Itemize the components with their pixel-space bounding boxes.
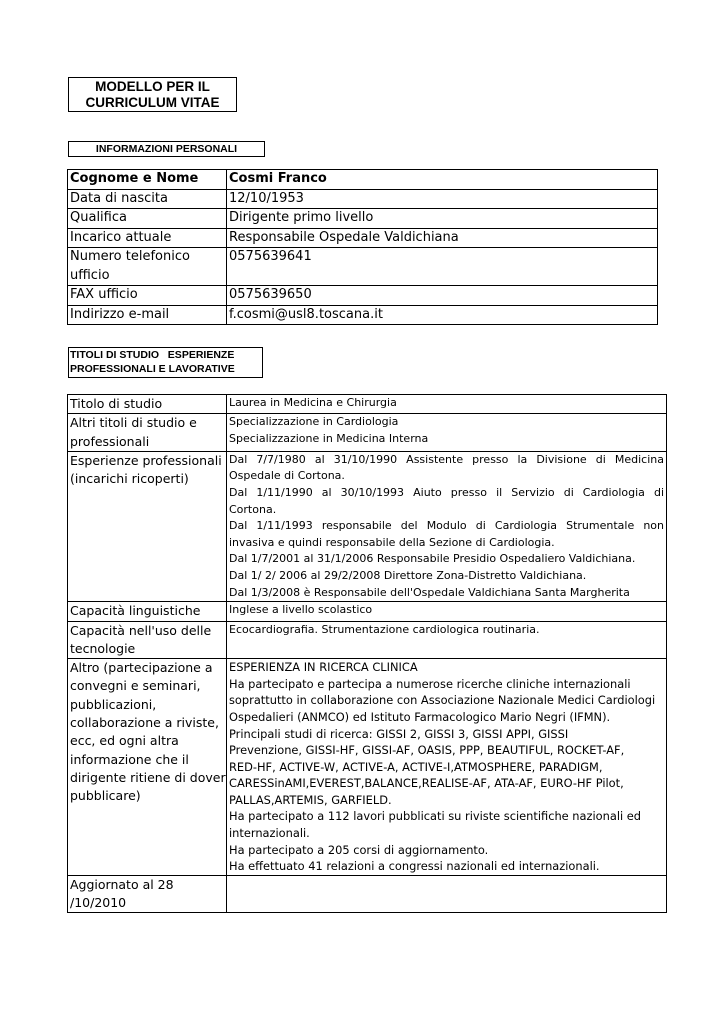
personal-info-heading-text: INFORMAZIONI PERSONALI (95, 143, 238, 155)
personal-label: FAX ufficio (70, 287, 138, 302)
personal-value-cell (227, 170, 658, 190)
document-title (68, 77, 237, 112)
studies-label: Titolo di studio (70, 396, 163, 411)
studies-value-line: Dal 1/7/2001 al 31/1/2006 Responsabile Presidio Ospedaliero Valdichiana. (229, 552, 636, 566)
studies-row (68, 621, 667, 659)
studies-label: Altro (partecipazione a (70, 660, 213, 676)
personal-info-heading (68, 141, 265, 157)
personal-value: f.cosmi@usl8.toscana.it (229, 306, 383, 322)
studies-row (68, 414, 667, 452)
studies-value-line: CARESSinAMI,EVEREST,BALANCE,REALISE-AF, ATA-AF, EURO-HF Pilot, (229, 776, 624, 791)
studies-label: ecc, ed ogni altra (70, 733, 179, 749)
personal-value-cell (227, 189, 658, 209)
studies-value-line: Dal 1/11/1990 al 30/10/1993 Aiuto presso il Servizio di Cardiologia di (229, 486, 664, 500)
studies-row (68, 395, 667, 414)
studies-value-line: Principali studi di ricerca: GISSI 2, GISSI 3, GISSI APPI, GISSI (229, 726, 569, 741)
studies-row (68, 451, 667, 601)
studies-value-line: PALLAS,ARTEMIS, GARFIELD. (229, 792, 392, 807)
personal-label: ufficio (70, 267, 110, 283)
studies-value-line: Ha effettuato 41 relazioni a congressi nazionali ed internazionali. (229, 859, 600, 874)
studies-value-cell (227, 875, 667, 913)
personal-label-cell (68, 209, 227, 229)
personal-value: Dirigente primo livello (229, 210, 374, 225)
studies-label: /10/2010 (70, 895, 127, 911)
personal-row (68, 305, 658, 325)
studies-label-cell (68, 451, 227, 601)
studies-label: tecnologie (70, 640, 136, 656)
studies-label: professionali (70, 433, 150, 449)
studies-label: dirigente ritiene di dover (70, 769, 226, 785)
studies-label: Aggiornato al 28 (70, 876, 174, 892)
studies-value-line: Laurea in Medicina e Chirurgia (229, 396, 397, 409)
studies-label: pubblicazioni, (70, 696, 157, 712)
studies-heading (68, 347, 263, 378)
studies-label: convegni e seminari, (70, 678, 201, 694)
studies-value-line: Dal 7/7/1980 al 31/10/1990 Assistente presso la Divisione di Medicina (229, 452, 664, 466)
studies-value-line: Ospedale di Cortona. (229, 469, 345, 483)
studies-row (68, 659, 667, 876)
document-title-line2: CURRICULUM VITAE (85, 95, 220, 110)
studies-value-line: Ha partecipato e partecipa a numerose ricerche cliniche internazionali (229, 676, 631, 691)
personal-label: Qualifica (70, 210, 127, 225)
studies-experience-table (67, 394, 667, 913)
personal-label: Cognome e Nome (70, 171, 199, 186)
studies-label: Capacità linguistiche (70, 603, 201, 619)
studies-value-line: Ospedalieri (ANMCO) ed Istituto Farmacologico Mario Negri (IFMN). (229, 709, 611, 724)
studies-value-line: Ha partecipato a 112 lavori pubblicati su riviste scientifiche nazionali ed (229, 809, 642, 824)
personal-row (68, 248, 658, 286)
personal-value-cell (227, 228, 658, 248)
document-title-line1: MODELLO PER IL (95, 79, 210, 94)
personal-value: 12/10/1953 (229, 190, 304, 206)
studies-label-cell (68, 621, 227, 659)
studies-value-cell (227, 659, 667, 876)
studies-label: (incarichi ricoperti) (70, 471, 189, 487)
studies-value-line: internazionali. (229, 826, 310, 841)
studies-label: collaborazione a riviste, (70, 715, 219, 731)
studies-value-cell (227, 621, 667, 659)
studies-label-cell (68, 414, 227, 452)
studies-label: Esperienze professionali (70, 452, 222, 468)
personal-label: Data di nascita (70, 190, 168, 206)
studies-value-line: soprattutto in collaborazione con Associazione Nazionale Medici Cardiologi (229, 693, 656, 708)
personal-info-table (67, 169, 658, 325)
studies-value-line: Ha partecipato a 205 corsi di aggiornamento. (229, 842, 489, 857)
personal-row (68, 228, 658, 248)
studies-label: Altri titoli di studio e (70, 415, 197, 431)
studies-value-line: Dal 1/3/2008 è Responsabile dell'Ospedale Valdichiana Santa Margherita (229, 585, 630, 599)
personal-value: Cosmi Franco (229, 171, 327, 186)
studies-value-cell (227, 395, 667, 414)
personal-value: Responsabile Ospedale Valdichiana (229, 229, 459, 245)
personal-row (68, 189, 658, 209)
personal-row (68, 170, 658, 190)
studies-value-line: Cortona. (229, 502, 277, 516)
studies-value-line: Inglese a livello scolastico (229, 603, 373, 617)
studies-value-line: ESPERIENZA IN RICERCA CLINICA (229, 660, 418, 675)
studies-label-cell (68, 659, 227, 876)
personal-value-cell (227, 305, 658, 325)
studies-value-line: Prevenzione, GISSI-HF, GISSI-AF, OASIS, PPP, BEAUTIFUL, ROCKET-AF, (229, 743, 625, 758)
studies-label: pubblicare) (70, 788, 141, 804)
studies-value-cell (227, 602, 667, 621)
personal-value-cell (227, 248, 658, 286)
studies-label-cell (68, 395, 227, 414)
studies-value-line: Dal 1/ 2/ 2006 al 29/2/2008 Direttore Zona-Distretto Valdichiana. (229, 569, 587, 583)
studies-value-cell (227, 451, 667, 601)
personal-label-cell (68, 248, 227, 286)
studies-heading-line1: TITOLI DI STUDIO ESPERIENZE (70, 349, 235, 361)
studies-label: Capacità nell'uso delle (70, 622, 212, 638)
studies-row (68, 602, 667, 621)
studies-value-line: Specializzazione in Cardiologia (229, 415, 399, 429)
studies-value-line: RED-HF, ACTIVE-W, ACTIVE-A, ACTIVE-I,ATMOSPHERE, PARADIGM, (229, 759, 603, 774)
personal-value-cell (227, 286, 658, 306)
studies-value-line: Dal 1/11/1993 responsabile del Modulo di Cardiologia Strumentale non (229, 519, 664, 533)
studies-value-line: Specializzazione in Medicina Interna (229, 431, 429, 445)
studies-label: informazione che il (70, 751, 189, 767)
personal-row (68, 209, 658, 229)
personal-label: Numero telefonico (70, 249, 190, 264)
personal-label-cell (68, 286, 227, 306)
studies-value-line: Ecocardiografia. Strumentazione cardiologica routinaria. (229, 622, 540, 636)
personal-row (68, 286, 658, 306)
studies-label-cell (68, 875, 227, 913)
personal-label-cell (68, 228, 227, 248)
personal-label-cell (68, 170, 227, 190)
personal-value-cell (227, 209, 658, 229)
personal-label: Incarico attuale (70, 229, 172, 245)
studies-row (68, 875, 667, 913)
studies-value-cell (227, 414, 667, 452)
studies-value-line: invasiva e quindi responsabile della Sezione di Cardiologia. (229, 535, 555, 549)
studies-label-cell (68, 602, 227, 621)
personal-label-cell (68, 189, 227, 209)
personal-label: Indirizzo e-mail (70, 306, 170, 322)
personal-label-cell (68, 305, 227, 325)
personal-value: 0575639641 (229, 249, 312, 264)
studies-heading-line2: PROFESSIONALI E LAVORATIVE (70, 363, 235, 375)
personal-value: 0575639650 (229, 287, 312, 302)
